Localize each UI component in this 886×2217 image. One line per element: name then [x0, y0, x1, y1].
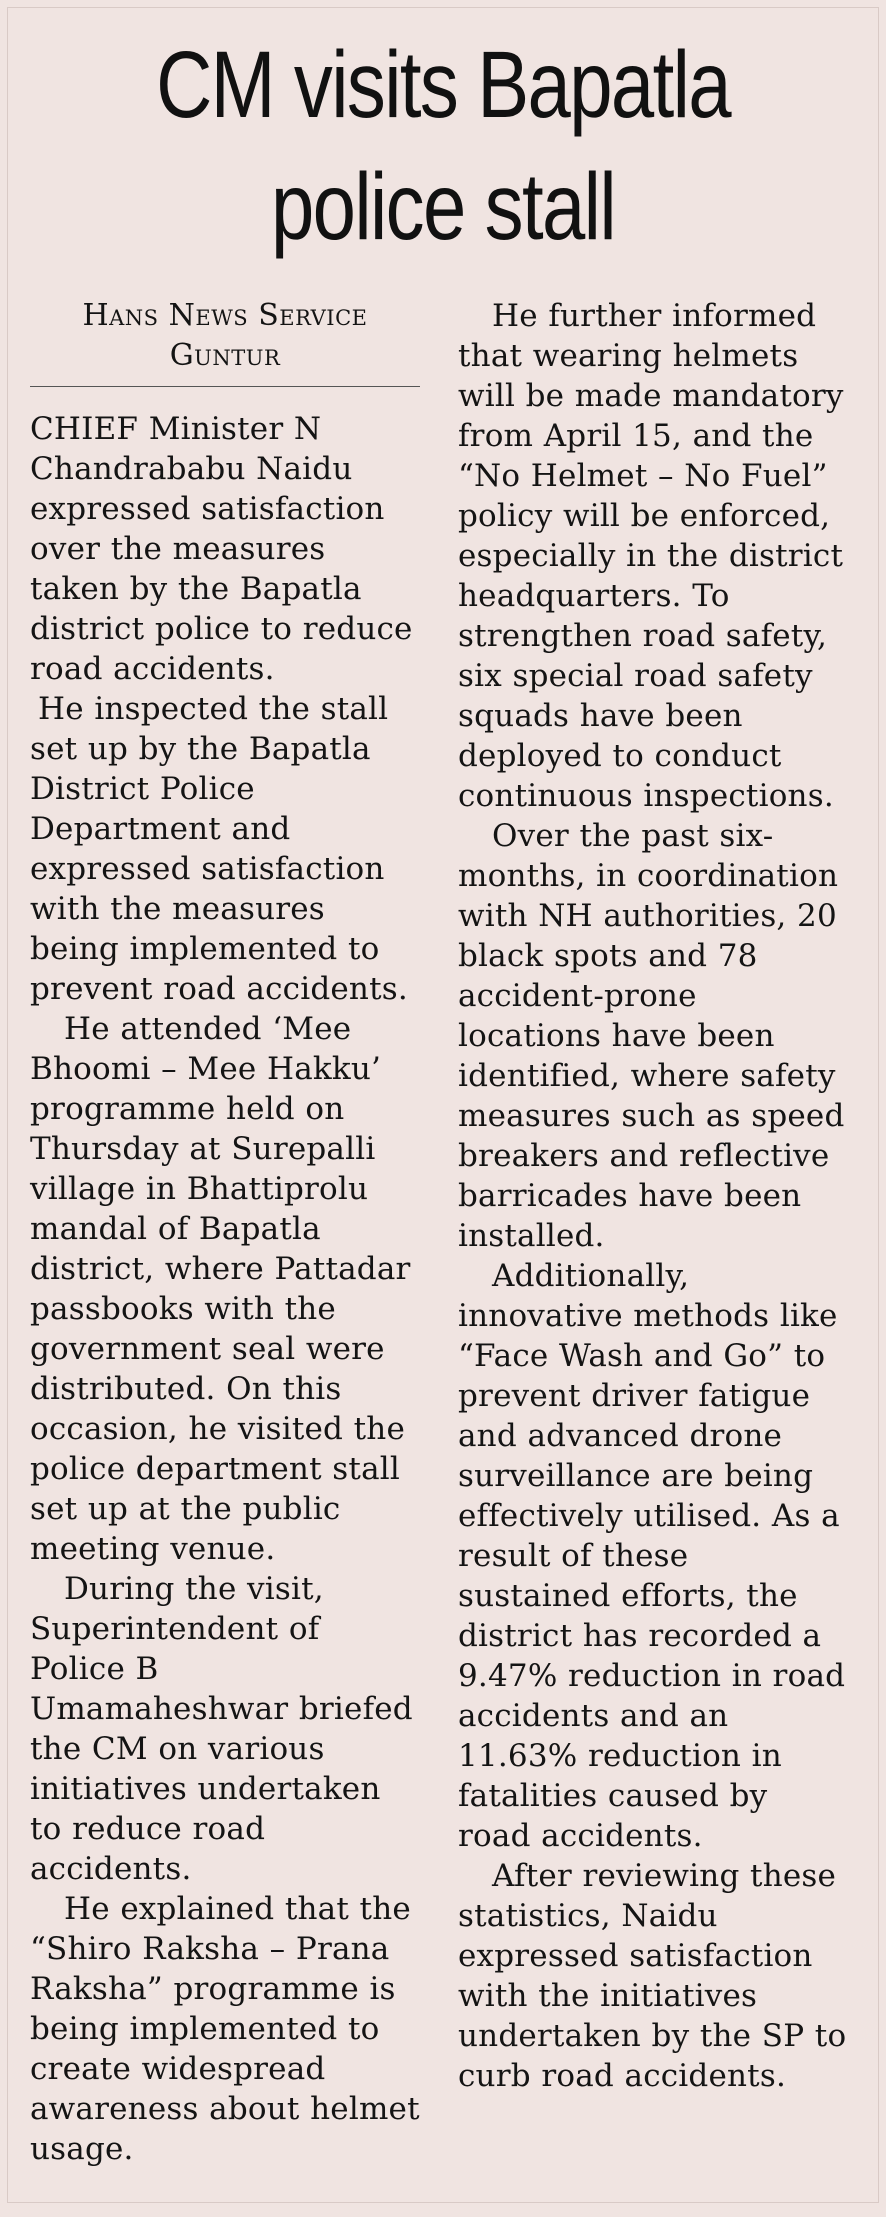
- paragraph-1: CHIEF Minister N Chandrababu Naidu expressed satisfaction over the measures taken by the Bapatla district police to reduce road accidents.: [30, 411, 413, 687]
- paragraph-4: During the visit, Superintendent of Police B Umamaheshwar briefed the CM on various initiatives undertaken to reduce road accidents.: [30, 1571, 413, 1887]
- paragraph-3: He attended ‘Mee Bhoomi – Mee Hakku’ programme held on Thursday at Surepalli village in Bhattiprolu mandal of Bapatla district, where Pattadar passbooks with the government seal were distributed. On this occasion, he visited the police department stall set up at the public meeting venue.: [30, 1011, 411, 1567]
- paragraph-8: Additionally, innovative methods like “Face Wash and Go” to prevent driver fatigue and advanced drone surveillance are being effectively utilised. As a result of these sustained efforts, the district has recorded a 9.47% reduction in road accidents and an 11.63% reduction in fatalities caused by road accidents.: [458, 1258, 846, 1854]
- column-left: [30, 296, 420, 2169]
- headline-line-1: CM visits Bapatla: [156, 32, 730, 138]
- paragraph-7: Over the past six- months, in coordination with NH authorities, 20 black spots and 78 accident-prone locations have been identified, where safety measures such as speed breakers and reflective barricades have been installed.: [458, 818, 845, 1254]
- article-body: [30, 296, 858, 2169]
- paragraph-2: He inspected the stall set up by the Bapatla District Police Department and expressed satisfaction with the measures being implemented to prevent road accidents.: [30, 691, 408, 1007]
- headline: [86, 8, 799, 268]
- headline-line-2: police stall: [270, 154, 616, 260]
- paragraph-9: After reviewing these statistics, Naidu expressed satisfaction with the initiatives undertaken by the SP to curb road accidents.: [458, 1858, 847, 2094]
- byline: [30, 296, 420, 387]
- byline-dateline: Guntur: [169, 338, 281, 373]
- byline-agency: Hans News Service: [82, 298, 368, 333]
- paragraph-6: He further informed that wearing helmets will be made mandatory from April 15, and the “No Helmet – No Fuel” policy will be enforced, especially in the district headquarters. To strengthen road safety, six special road safety squads have been deployed to conduct continuous inspections.: [458, 298, 844, 814]
- column-right: [458, 296, 848, 2169]
- newspaper-clipping: [7, 7, 879, 2203]
- paragraph-5: He explained that the “Shiro Raksha – Prana Raksha” programme is being implemented to create widespread awareness about helmet usage.: [30, 1891, 420, 2167]
